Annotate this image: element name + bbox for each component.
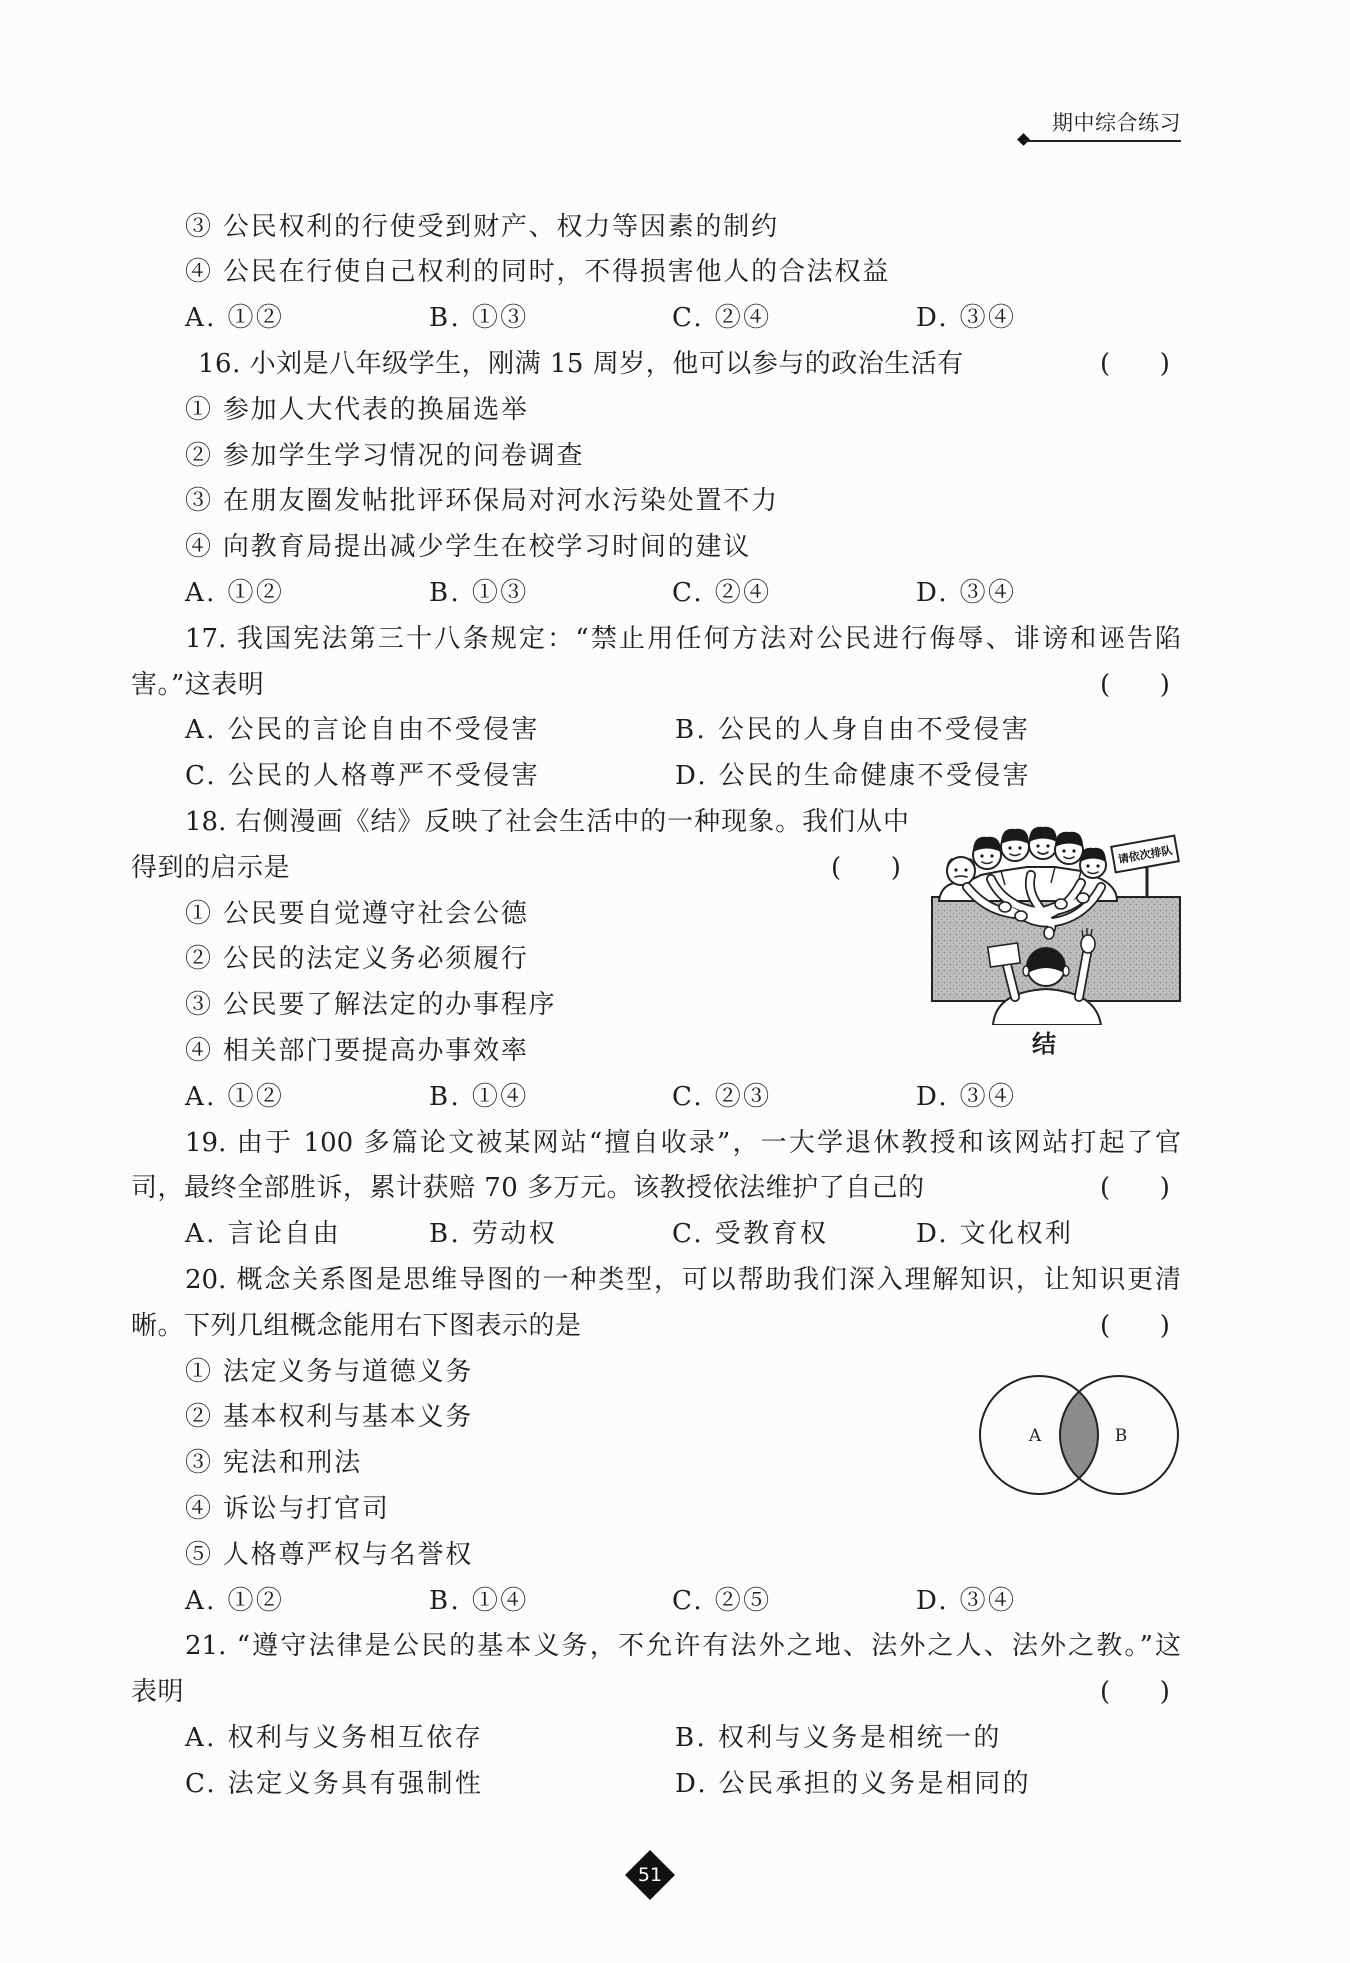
option-d: D. ③④ xyxy=(916,577,1017,608)
answer-blank: ( ) xyxy=(1100,669,1170,700)
queue-sign xyxy=(1111,836,1179,898)
q18-item-4 xyxy=(0,1029,1350,1075)
option-a: A. ①② xyxy=(185,1081,285,1112)
q21-options-row-1 xyxy=(0,1716,1350,1762)
item-text: ③ 宪法和刑法 xyxy=(185,1448,362,1479)
question-stem: 21. “遵守法律是公民的基本义务，不允许有法外之地、法外之人、法外之教。”这 xyxy=(185,1631,1181,1662)
q17-stem-line-2 xyxy=(0,663,1350,709)
option-a: A. 言论自由 xyxy=(185,1219,342,1250)
question-stem: 19. 由于 100 多篇论文被某网站“擅自收录”，一大学退休教授和该网站打起了官 xyxy=(185,1127,1181,1158)
option-d: D. ③④ xyxy=(916,303,1017,334)
q15-item-4 xyxy=(0,250,1350,296)
q16-item-4 xyxy=(0,525,1350,571)
option-d: D. 公民的生命健康不受侵害 xyxy=(675,761,1032,792)
item-text: ④ 向教育局提出减少学生在校学习时间的建议 xyxy=(185,532,752,563)
q16-item-1 xyxy=(0,388,1350,434)
item-text: ④ 公民在行使自己权利的同时，不得损害他人的合法权益 xyxy=(185,257,891,288)
venn-label-a: A xyxy=(1028,1426,1042,1446)
q20-item-5 xyxy=(0,1533,1350,1579)
question-stem-continued: 晰。下列几组概念能用右下图表示的是 xyxy=(131,1310,582,1341)
queue-sign-text: 请依次排队 xyxy=(1116,843,1174,867)
option-b: B. ①④ xyxy=(429,1585,529,1616)
q20-stem-line-2 xyxy=(0,1304,1350,1350)
option-a: A. 公民的言论自由不受侵害 xyxy=(185,715,540,746)
question-stem: 18. 右侧漫画《结》反映了社会生活中的一种现象。我们从中 xyxy=(185,806,909,837)
q16-options xyxy=(0,571,1350,617)
option-a: A. ①② xyxy=(185,1585,285,1616)
option-d: D. 文化权利 xyxy=(916,1219,1074,1250)
q19-options xyxy=(0,1212,1350,1258)
answer-blank: ( ) xyxy=(1100,1677,1170,1708)
venn-diagram xyxy=(970,1370,1190,1500)
q17-stem-line-1 xyxy=(0,617,1350,663)
answer-blank: ( ) xyxy=(1100,348,1170,379)
q21-stem-line-2 xyxy=(0,1670,1350,1716)
question-stem-continued: 害。”这表明 xyxy=(131,669,265,700)
option-b: B. ①③ xyxy=(429,303,529,334)
question-stem-continued: 表明 xyxy=(131,1677,185,1708)
option-c: C. ②④ xyxy=(672,577,772,608)
option-b: B. ①④ xyxy=(429,1081,529,1112)
item-text: ④ 相关部门要提高办事效率 xyxy=(185,1035,529,1066)
item-text: ① 参加人大代表的换届选举 xyxy=(185,394,529,425)
section-title: 期中综合练习 xyxy=(1052,111,1181,135)
q17-options-row-1 xyxy=(0,708,1350,754)
option-a: A. 权利与义务相互依存 xyxy=(185,1722,484,1753)
venn-label-b: B xyxy=(1114,1426,1128,1446)
option-b: B. ①③ xyxy=(429,577,529,608)
page-number: 51 xyxy=(637,1864,663,1886)
item-text: ② 公民的法定义务必须履行 xyxy=(185,944,529,975)
option-d: D. ③④ xyxy=(916,1081,1017,1112)
question-stem: 20. 概念关系图是思维导图的一种类型，可以帮助我们深入理解知识，让知识更清 xyxy=(185,1264,1181,1295)
answer-blank: ( ) xyxy=(1100,1310,1170,1341)
q18-options xyxy=(0,1075,1350,1121)
option-d: D. ③④ xyxy=(916,1585,1017,1616)
item-text: ② 参加学生学习情况的问卷调查 xyxy=(185,440,585,471)
q17-options-row-2 xyxy=(0,754,1350,800)
option-a: A. ①② xyxy=(185,577,285,608)
question-stem-continued: 得到的启示是 xyxy=(131,852,291,883)
option-c: C. 受教育权 xyxy=(672,1219,829,1250)
q19-stem-line-1 xyxy=(0,1121,1350,1167)
option-c: C. ②⑤ xyxy=(672,1585,772,1616)
answer-blank: ( ) xyxy=(1100,1173,1170,1204)
q15-item-3 xyxy=(0,205,1350,251)
option-c: C. 公民的人格尊严不受侵害 xyxy=(185,761,541,792)
item-text: ⑤ 人格尊严权与名誉权 xyxy=(185,1539,474,1570)
item-text: ③ 公民要了解法定的办事程序 xyxy=(185,990,557,1021)
item-text: ④ 诉讼与打官司 xyxy=(185,1493,390,1524)
option-a: A. ①② xyxy=(185,303,285,334)
item-text: ① 法定义务与道德义务 xyxy=(185,1356,474,1387)
q19-stem-line-2 xyxy=(0,1166,1350,1212)
cartoon-illustration xyxy=(931,825,1181,1025)
q15-options xyxy=(0,296,1350,342)
q20-stem-line-1 xyxy=(0,1258,1350,1304)
q21-options-row-2 xyxy=(0,1762,1350,1808)
cartoon-caption: 结 xyxy=(1032,1030,1056,1058)
option-b: B. 公民的人身自由不受侵害 xyxy=(675,715,1031,746)
q20-options xyxy=(0,1579,1350,1625)
header-rule xyxy=(1024,140,1181,142)
item-text: ① 公民要自觉遵守社会公德 xyxy=(185,898,529,929)
option-b: B. 劳动权 xyxy=(429,1219,558,1250)
option-d: D. 公民承担的义务是相同的 xyxy=(675,1768,1032,1799)
q16-item-3 xyxy=(0,479,1350,525)
q16-stem xyxy=(0,342,1350,388)
question-stem: 17. 我国宪法第三十八条规定：“禁止用任何方法对公民进行侮辱、诽谤和诬告陷 xyxy=(185,623,1181,654)
q16-item-2 xyxy=(0,434,1350,480)
option-c: C. 法定义务具有强制性 xyxy=(185,1768,484,1799)
item-text: ③ 公民权利的行使受到财产、权力等因素的制约 xyxy=(185,211,779,242)
option-c: C. ②④ xyxy=(672,303,772,334)
question-stem-continued: 司，最终全部胜诉，累计获赔 70 多万元。该教授依法维护了自己的 xyxy=(131,1173,925,1204)
q21-stem-line-1 xyxy=(0,1624,1350,1670)
item-text: ③ 在朋友圈发帖批评环保局对河水污染处置不力 xyxy=(185,486,779,517)
question-stem: 16. 小刘是八年级学生，刚满 15 周岁，他可以参与的政治生活有 xyxy=(198,348,964,379)
option-c: C. ②③ xyxy=(672,1081,772,1112)
item-text: ② 基本权利与基本义务 xyxy=(185,1402,474,1433)
option-b: B. 权利与义务是相统一的 xyxy=(675,1722,1002,1753)
answer-blank: ( ) xyxy=(831,852,901,883)
